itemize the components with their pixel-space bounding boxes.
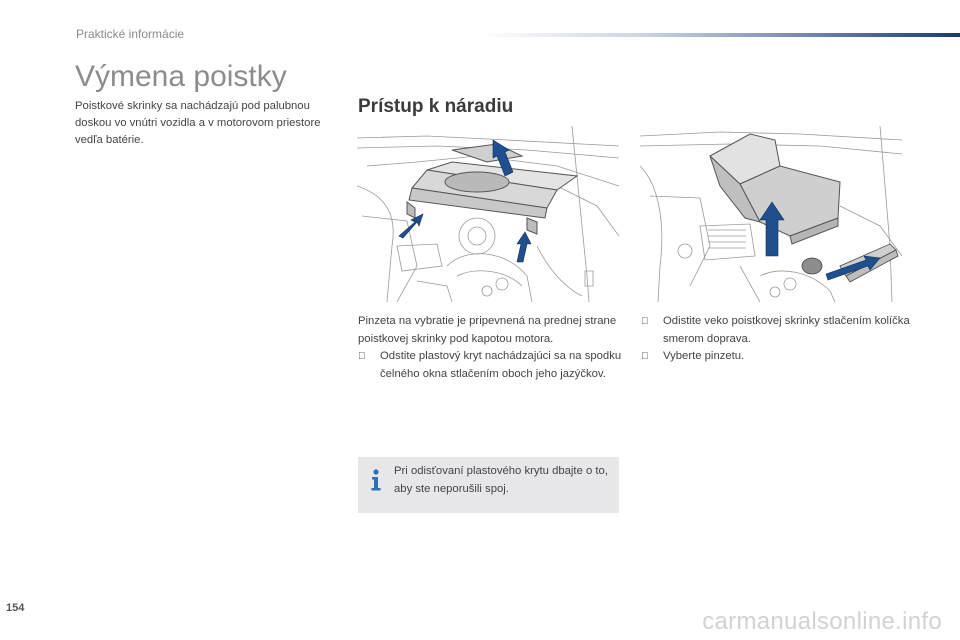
illustration-plastic-cover	[357, 126, 619, 302]
section-title: Prístup k náradiu	[358, 96, 514, 117]
info-note-box	[358, 457, 619, 513]
intro-paragraph: Poistkové skrinky sa nachádzajú pod palubnou doskou vo vnútri vozidla a v motorovom priestore vedľa batérie.	[75, 100, 321, 146]
list-item	[641, 313, 911, 348]
page-number: 154	[6, 602, 25, 614]
info-icon	[370, 469, 382, 491]
watermark-text: carmanualsonline.info	[702, 608, 942, 635]
illustration-fuse-box-lid	[640, 126, 902, 302]
header-gradient-bar	[478, 33, 960, 37]
bullet-text: Odistite veko poistkovej skrinky stlačením kolíčka smerom doprava.	[663, 315, 910, 345]
list-item	[641, 348, 911, 366]
bullet-text: Vyberte pinzetu.	[663, 350, 745, 362]
bullet-text: Odstite plastový kryt nachádzajúci sa na spodku čelného okna stlačením oboch jeho jazýčkov.	[380, 350, 622, 380]
right-column	[641, 313, 911, 366]
header-section-label: Praktické informácie	[76, 27, 185, 41]
left-column	[358, 313, 624, 383]
left-paragraph: Pinzeta na vybratie je pripevnená na prednej strane poistkovej skrinky pod kapotou motora.	[358, 315, 617, 345]
note-text: Pri odisťovaní plastového krytu dbajte o to, aby ste neporušili spoj.	[394, 465, 608, 495]
checkbox-bullet-icon	[641, 313, 663, 348]
page-title: Výmena poistky	[75, 60, 287, 93]
checkbox-bullet-icon	[641, 348, 663, 366]
list-item	[358, 348, 624, 383]
checkbox-bullet-icon	[358, 348, 380, 383]
